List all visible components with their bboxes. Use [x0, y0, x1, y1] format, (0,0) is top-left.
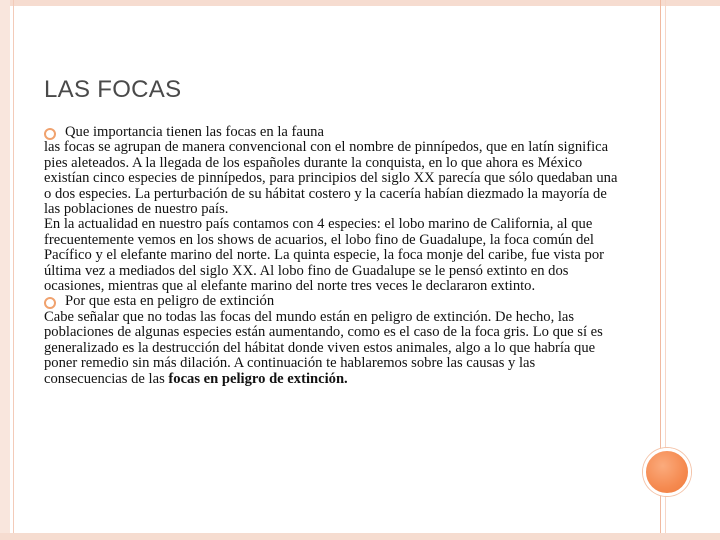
circle-bullet-icon — [44, 297, 56, 309]
frame-left-border — [0, 0, 10, 540]
decorative-orange-circle — [643, 448, 691, 496]
paragraph: En la actualidad en nuestro país contamos con 4 especies: el lobo marino de California, al que frecuentemente vemos en los shows de acuarios, el lobo fino de Guadalupe, la foca común del Pacífico y el elefante marino del norte. La quinta especie, la foca monje del caribe, fue vista por última vez a mediados del siglo XX. Al lobo fino de Guadalupe se le pensó extinto en dos ocasiones, mientras que al elefante marino del norte tres veces le declararon extinto. — [44, 216, 604, 295]
frame-bottom-border — [0, 533, 720, 540]
paragraph: las focas se agrupan de manera convencional con el nombre de pinnípedos, que en latín significa pies aleteados. A la llegada de los españoles durante la conquista, en lo que ahora es México existían cinco especies de pinnípedos, para principios del siglo XX parecía que sólo quedaban una o dos especies. La perturbación de su hábitat costero y la cacería habían diezmado la mayoría de las poblaciones de nuestro país. — [44, 139, 618, 218]
bullet-item — [44, 125, 620, 140]
frame-left-line — [13, 0, 14, 540]
slide-title: LAS FOCAS — [44, 76, 182, 103]
slide-body — [44, 125, 620, 387]
paragraph-text: Cabe señalar que no todas las focas del mundo están en peligro de extinción. De hecho, las poblaciones de algunas especies están aumentando, como es el caso de la foca gris. Lo que sí es generalizado es la destrucción del hábitat donde viven estos animales, algo a lo que habría que poner remedio sin más dilación. A continuación te hablaremos sobre las causas y las consecuencias de las — [44, 308, 603, 387]
paragraph-bold-text: focas en peligro de extinción. — [168, 370, 348, 387]
bullet-text: Por que esta en peligro de extinción — [65, 293, 275, 310]
bullet-text: Que importancia tienen las focas en la fauna — [65, 124, 324, 140]
bullet-item — [44, 294, 620, 309]
frame-top-border — [0, 0, 720, 6]
circle-bullet-icon — [44, 128, 56, 140]
paragraph — [44, 310, 620, 387]
